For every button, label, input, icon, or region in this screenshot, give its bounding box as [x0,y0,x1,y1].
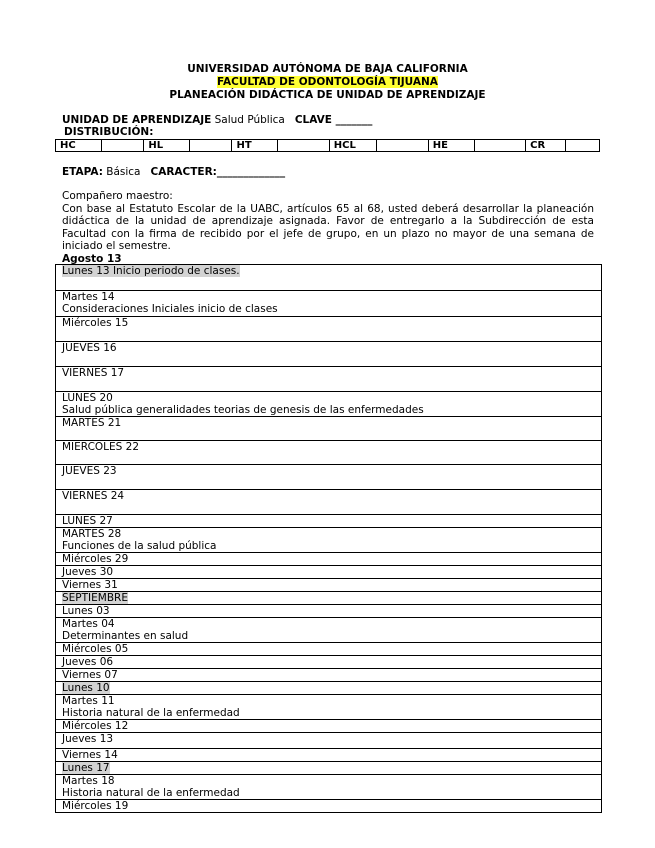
schedule-topic: Historia natural de la enfermedad [62,707,240,719]
distribucion-cell-cr: CR [526,140,566,152]
schedule-row [56,681,601,694]
schedule-row [56,774,601,799]
document-header [0,63,655,102]
schedule-row [56,761,601,774]
schedule-row [56,565,601,578]
schedule-row [56,316,601,341]
schedule-day: Miércoles 05 [62,643,129,655]
distribucion-value-cell [190,140,232,152]
schedule-row [56,341,601,366]
etapa-line [62,166,285,178]
schedule-row [56,617,601,642]
schedule-row [56,719,601,732]
etapa-label: ETAPA: [62,166,103,178]
schedule-day: Martes 18 [62,775,115,787]
schedule-row [56,655,601,668]
distribucion-value-cell [474,140,525,152]
distribucion-value-cell [565,140,599,152]
schedule-day: JUEVES 23 [62,465,117,477]
schedule-row [56,290,601,316]
schedule-day: Martes 04 [62,618,115,630]
schedule-row [56,668,601,681]
caracter-label: CARACTER:_____________ [150,166,286,178]
schedule-day: Miércoles 15 [62,317,129,329]
distribucion-cell-hl: HL [144,140,190,152]
schedule-day: JUEVES 16 [62,342,117,354]
schedule-day: SEPTIEMBRE [62,592,128,604]
schedule-day: Martes 11 [62,695,115,707]
schedule-topic: Consideraciones Iniciales inicio de clases [62,303,278,315]
agosto-label: Agosto 13 [62,253,122,265]
schedule-row [56,578,601,591]
schedule-day: Viernes 07 [62,669,118,681]
schedule-day: VIERNES 17 [62,367,125,379]
schedule-day: MARTES 21 [62,417,122,429]
schedule-row [56,366,601,391]
schedule-topic: Determinantes en salud [62,630,189,642]
schedule-day: Viernes 31 [62,579,118,591]
schedule-day: LUNES 20 [62,392,113,404]
schedule-row [56,489,601,514]
clave-label: CLAVE _______ [294,114,373,126]
distribucion-value-cell [377,140,428,152]
schedule-row [56,799,601,812]
schedule-day: Viernes 14 [62,749,118,761]
schedule-day: MIERCOLES 22 [62,441,140,453]
schedule-row [56,694,601,719]
unidad-label: UNIDAD DE APRENDIZAJE [62,114,212,126]
university-title: UNIVERSIDAD AUTÓNOMA DE BAJA CALIFORNIA [187,63,468,75]
schedule-row [56,527,601,552]
distribucion-table [55,139,600,152]
schedule-table [55,264,602,813]
etapa-value: Básica [106,166,141,178]
distribucion-label: DISTRIBUCIÓN: [64,126,154,138]
distribucion-cell-he: HE [428,140,474,152]
schedule-topic: Funciones de la salud pública [62,540,217,552]
schedule-day: Martes 14 [62,291,115,303]
schedule-day: MARTES 28 [62,528,122,540]
schedule-row [56,265,601,290]
schedule-day: LUNES 27 [62,515,113,527]
schedule-day: Miércoles 12 [62,720,129,732]
schedule-row [56,642,601,655]
schedule-day: VIERNES 24 [62,490,125,502]
faculty-title: FACULTAD DE ODONTOLOGÍA TIJUANA [217,76,438,88]
unidad-line [62,114,372,126]
schedule-topic: Historia natural de la enfermedad [62,787,240,799]
plan-title: PLANEACIÓN DIDÁCTICA DE UNIDAD DE APRENDIZAJE [169,89,486,101]
distribucion-cell-hcl: HCL [329,140,377,152]
schedule-day: Lunes 13 Inicio periodo de clases. [62,265,240,277]
schedule-row [56,391,601,416]
distribucion-cell-ht: HT [232,140,278,152]
distribucion-cell-hc: HC [56,140,102,152]
schedule-day: Lunes 17 [62,762,110,774]
schedule-row [56,440,601,464]
schedule-day: Lunes 03 [62,605,110,617]
intro-body: Con base al Estatuto Escolar de la UABC, artículos 65 al 68, usted deberá desarrollar la planeación didáctica de la unidad de aprendizaje asignada. Favor de entregarlo a la Subdirección de esta Facultad con la firma de recibido por el jefe de grupo, en un plazo no mayor de una semana de iniciado el semestre. [62,202,594,252]
schedule-day: Jueves 30 [62,566,114,578]
schedule-day: Jueves 13 [62,733,114,745]
schedule-row [56,464,601,489]
intro-paragraph [62,190,594,253]
schedule-row [56,416,601,440]
distribucion-row [56,140,600,152]
schedule-topic: Salud pública generalidades teorias de genesis de las enfermedades [62,404,424,416]
distribucion-value-cell [102,140,144,152]
schedule-row [56,591,601,604]
schedule-row [56,552,601,565]
schedule-day: Jueves 06 [62,656,114,668]
schedule-row [56,748,601,761]
schedule-day: Miércoles 19 [62,800,129,812]
schedule-day: Lunes 10 [62,682,110,694]
schedule-day: Miércoles 29 [62,553,129,565]
schedule-row [56,732,601,748]
schedule-row [56,514,601,527]
unidad-value: Salud Pública [214,114,285,126]
distribucion-value-cell [278,140,329,152]
schedule-row [56,604,601,617]
intro-greeting: Compañero maestro: [62,190,173,202]
